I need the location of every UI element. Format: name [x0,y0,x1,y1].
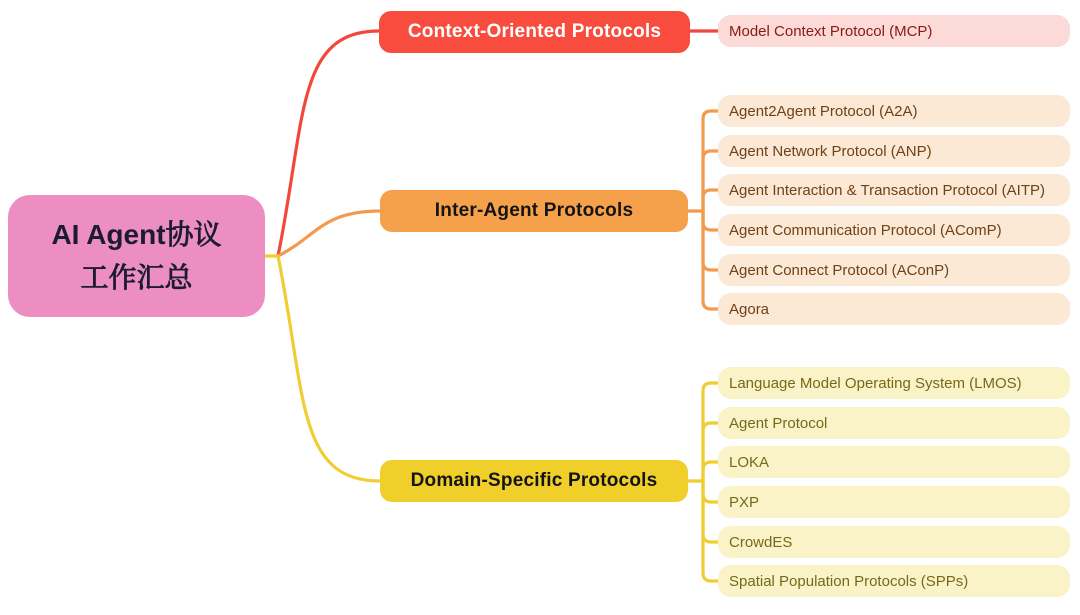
branch-label: Context-Oriented Protocols [407,21,662,42]
child-label: LOKA [729,453,770,471]
branch-node-context-oriented [379,11,690,53]
child-label: Model Context Protocol (MCP) [729,22,933,40]
root-label-line2: 工作汇总 [80,262,193,293]
child-node-agent-protocol [718,407,1070,439]
connector-domain-child-6 [703,481,718,581]
child-node-aconp [718,254,1070,286]
child-node-loka [718,446,1070,478]
connector-domain-child-2 [703,423,718,481]
child-label: Agent Protocol [729,414,828,432]
connector-interagent-child-1 [703,111,718,211]
child-label: Agent Communication Protocol (AComP) [729,221,1002,239]
child-label: Agent2Agent Protocol (A2A) [729,102,918,120]
child-label: Agent Network Protocol (ANP) [729,142,932,160]
connector-interagent-child-4 [703,211,718,230]
connector-domain-child-4 [703,481,718,502]
child-label: Agora [729,300,770,318]
root-node [8,195,265,317]
connector-interagent-child-3 [703,190,718,211]
child-label: Agent Interaction & Transaction Protocol (AITP) [729,181,1045,199]
child-label: Agent Connect Protocol (AConP) [729,261,950,279]
connector-interagent-child-2 [703,151,718,211]
child-label: CrowdES [729,533,793,551]
child-node-agora [718,293,1070,325]
root-label [51,213,221,300]
branch-node-inter-agent [380,190,688,232]
connector-domain-child-5 [703,481,718,542]
root-label-line1: AI Agent协议 [51,218,222,250]
connector-root-to-domain [278,256,380,481]
child-node-crowdes [718,526,1070,558]
branch-label: Inter-Agent Protocols [434,200,634,221]
child-node-acomp [718,214,1070,246]
child-node-spps [718,565,1070,597]
connector-root-to-interagent [278,211,380,256]
child-label: Spatial Population Protocols (SPPs) [729,572,969,590]
child-node-lmos [718,367,1070,399]
branch-node-domain-specific [380,460,688,502]
child-node-anp [718,135,1070,167]
connector-domain-child-3 [703,462,718,481]
child-node-a2a [718,95,1070,127]
child-node-pxp [718,486,1070,518]
connector-interagent-child-5 [703,211,718,270]
child-node-aitp [718,174,1070,206]
child-node-mcp [718,15,1070,47]
child-label: PXP [729,493,760,511]
child-label: Language Model Operating System (LMOS) [729,374,1022,392]
branch-label: Domain-Specific Protocols [410,470,658,491]
